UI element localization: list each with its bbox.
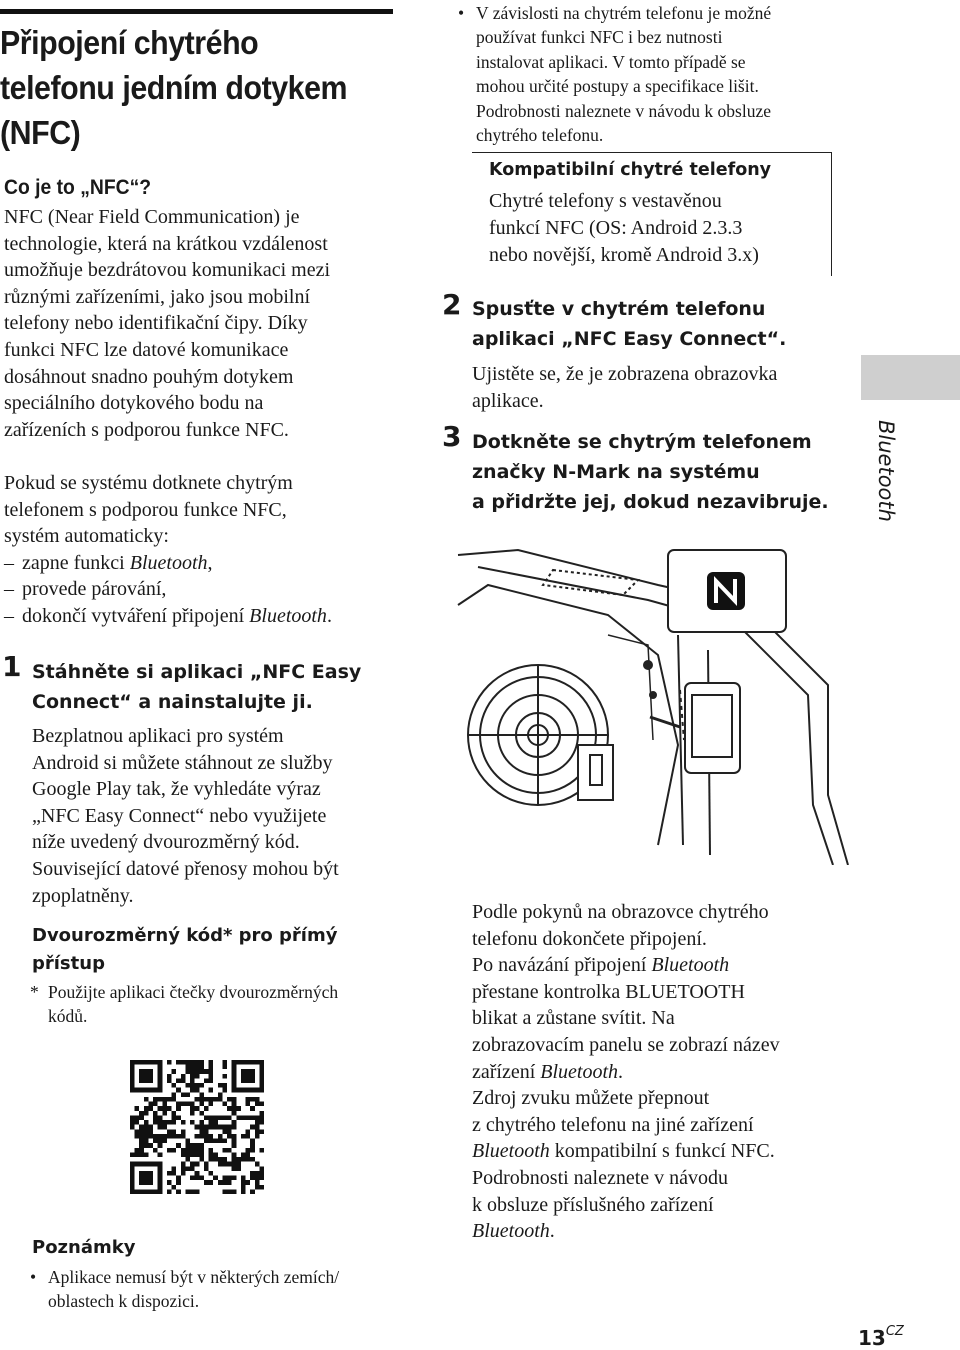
step-2-number: 2 xyxy=(442,288,462,321)
smartphone-drawing xyxy=(650,683,740,773)
dash-item-connect: – dokončí vytváření připojení Bluetooth. xyxy=(4,604,332,627)
nfc-description: NFC (Near Field Communication) je technologie, která na krátkou vzdálenost umožňuje bezdrátovou komunikaci mezi různými zařízeními, jako jsou mobilní telefony nebo identifikační čipy. Díky funkci NFC lze datové komunikace dosáhnout snadno pouhým dotykem speciálního dotykového bodu na zařízeních s podporou funkce NFC. xyxy=(4,206,331,441)
nfc-app-note: • V závislosti na chytrém telefonu je možné používat funkci NFC i bez nutnosti instalovat aplikaci. V tomto případě se mohou určité postupy a specifikace lišit. Podrobnosti naleznete v návodu k obsluze chytrého telefonu. xyxy=(458,3,772,146)
page-title: Připojení chytrého telefonu jedním dotykem (NFC) xyxy=(0,24,348,151)
qr-code-heading: Dvourozměrný kód* pro přímý přístup xyxy=(32,925,338,974)
compat-heading: Kompatibilní chytré telefony xyxy=(489,160,772,180)
notes-heading: Poznámky xyxy=(32,1237,136,1258)
dash-item-bluetooth-on: – zapne funkci Bluetooth, xyxy=(4,551,213,574)
speaker-system-drawing xyxy=(458,550,848,865)
step-2-body: Ujistěte se, že je zobrazena obrazovka aplikace. xyxy=(472,363,778,412)
nfc-auto-actions: Pokud se systému dotknete chytrým telefonem s podporou funkce NFC, systém automaticky: – zapne funkci Bluetooth, – provede párování, – dokončí vytváření připojení Bluetooth. xyxy=(4,470,396,630)
section-tab-label: Bluetooth xyxy=(874,420,898,522)
step-3-result: Podle pokynů na obrazovce chytrého telefonu dokončete připojení. Po navázání připojení Bluetooth přestane kontrolka BLUETOOTH blikat a zůstane svítit. Na zobrazovacím panelu se zobrazí název zařízení Bluetooth. Zdroj zvuku můžete přepnout z chytrého telefonu na jiné zařízení Bluetooth kompatibilní s funkcí NFC. Podrobnosti naleznete v návodu k obsluze příslušného zařízení Bluetooth. xyxy=(472,901,780,1243)
page-lang-code: CZ xyxy=(885,1324,904,1340)
page-number: $13^{CZ}$ xyxy=(858,1324,904,1350)
nfc-heading: Co je to „NFC“? xyxy=(4,176,152,199)
compat-body: Chytré telefony s vestavěnou funkcí NFC (OS: Android 2.3.3 nebo novější, kromě Android 3.x) xyxy=(489,190,759,266)
section-tab xyxy=(861,355,960,400)
title-rule xyxy=(0,9,393,14)
step-3-title: Dotkněte se chytrým telefonem značky N-Mark na systému a přidržte jej, dokud nezavibruje. xyxy=(472,431,829,513)
step-3-number: 3 xyxy=(442,420,462,453)
qr-code-image xyxy=(130,1060,264,1194)
step-1-body: Bezplatnou aplikaci pro systém Android si můžete stáhnout ze služby Google Play tak, že vyhledáte výraz „NFC Easy Connect“ nebo využijete níže uvedený dvourozměrný kód. Související datové přenosy mohou být zpoplatněny. xyxy=(32,725,339,907)
step-2-title: Spusťte v chytrém telefonu aplikaci „NFC Easy Connect“. xyxy=(472,298,787,350)
nfc-touch-illustration xyxy=(448,545,960,865)
qr-code-footnote: * Použijte aplikaci čtečky dvourozměrných kódů. xyxy=(30,982,339,1026)
step-1-number: 1 xyxy=(2,650,22,683)
dash-item-pairing: – provede párování, xyxy=(4,578,167,601)
notes-item: • Aplikace nemusí být v některých zemích/ oblastech k dispozici. xyxy=(30,1267,340,1311)
n-mark-callout xyxy=(668,550,786,632)
step-1-title: Stáhněte si aplikaci „NFC Easy Connect“ a nainstalujte ji. xyxy=(32,661,362,713)
